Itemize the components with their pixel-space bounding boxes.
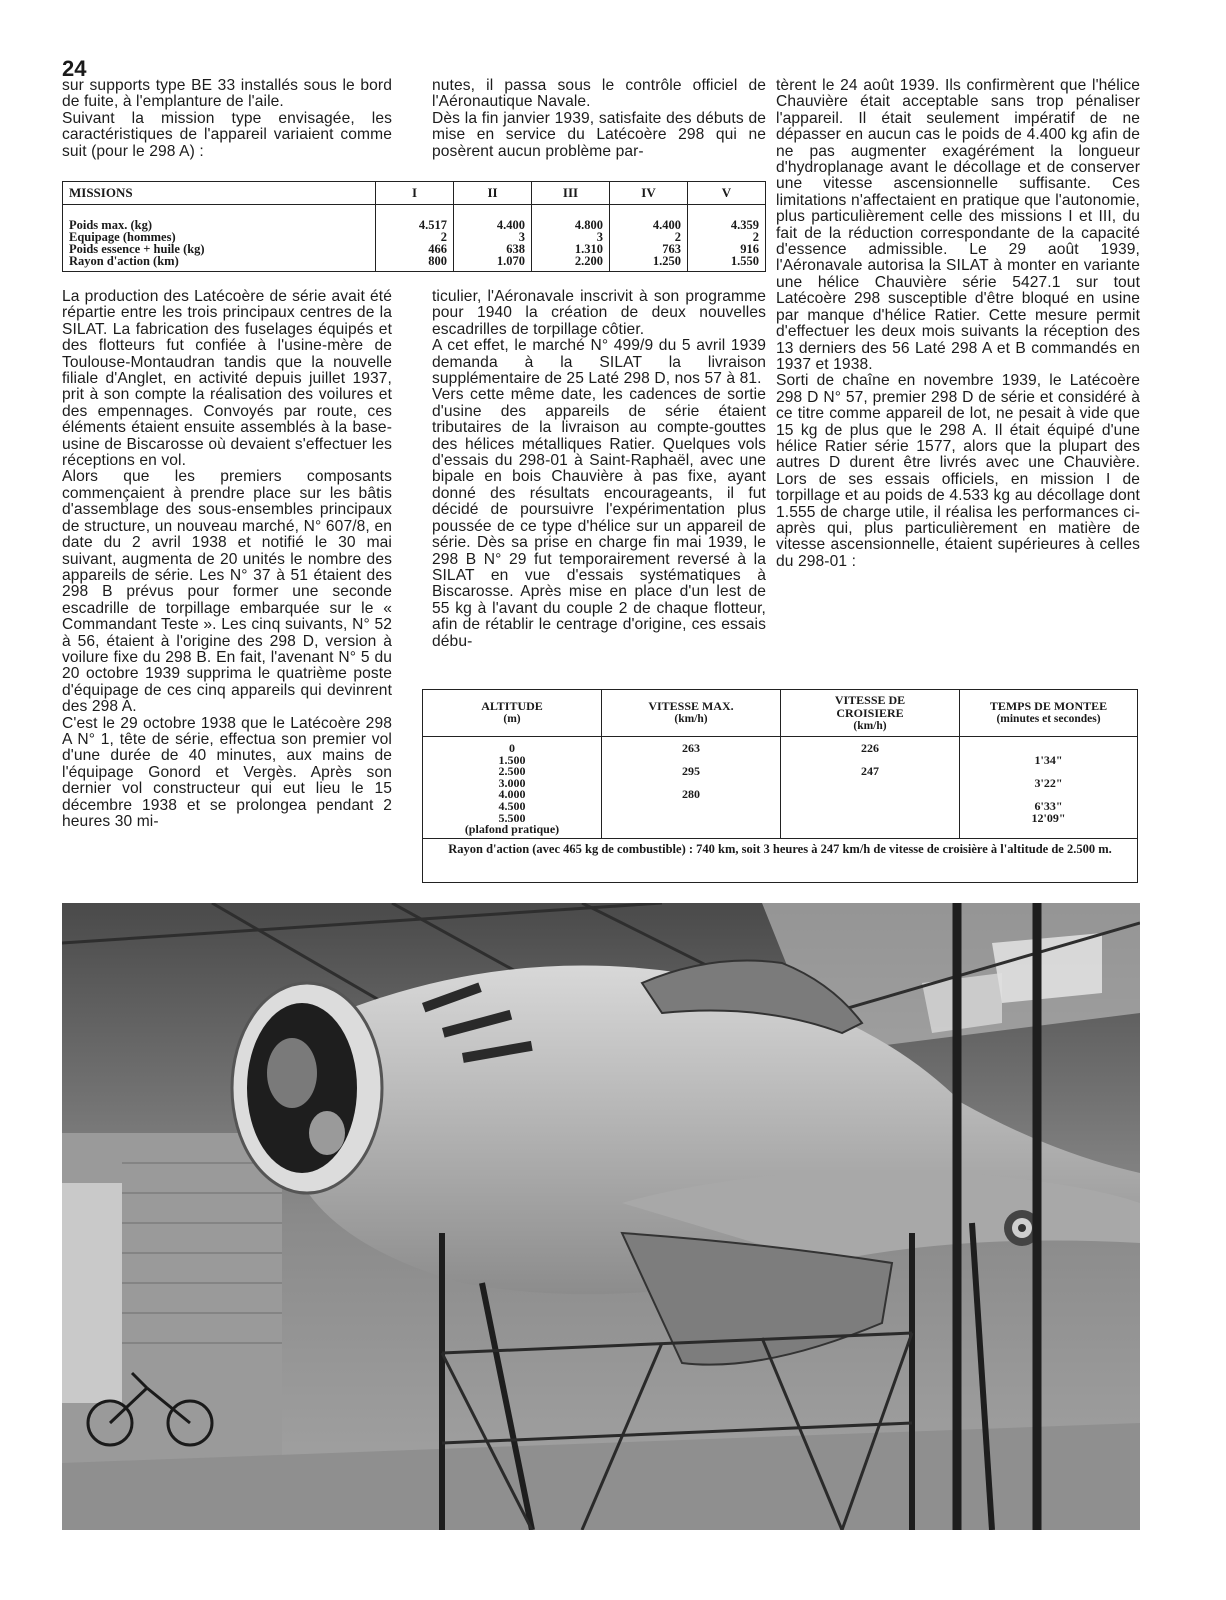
table-header: [781, 690, 960, 737]
paragraph: tèrent le 24 août 1939. Ils confirmèrent que l'hélice Chauvière était acceptable sans trop pénaliser l'appareil. Il était seulement impératif de ne dépasser en aucun cas le poids de 4.400 kg afin de ne pas augmenter exagérément la longueur d'hydroplanage avant le décollage et de conserver une vitesse ascensionnelle suffisante. Ces limitations n'affectaient en pratique que l'autonomie, plus particulièrement celle des missions I et III, du fait de la réduction correspondante de la capacité d'essence admissible. Le 29 août 1939, l'Aéronavale autorisa la SILAT à monter en variante une hélice Chauvière série 5427.1 sur tout Latécoère 298 susceptible d'être bloqué en usine par manque d'hélice Ratier. Cette mesure permit d'effectuer les deux mois suivants la réception des 13 derniers des 56 Laté 298 A et B commandés en 1937 et 1938.: [776, 77, 1140, 373]
page-number: 24: [62, 56, 87, 81]
table-cell: [781, 824, 960, 838]
aircraft-photo: [62, 903, 1140, 1530]
table-cell: 12'09": [960, 813, 1138, 825]
table-cell: 2: [688, 231, 766, 243]
paragraph: nutes, il passa sous le contrôle officiel de l'Aéronautique Navale.: [432, 77, 766, 111]
table-row: [423, 755, 1137, 767]
table-cell: 2.500: [498, 764, 526, 779]
table-cell: [960, 824, 1138, 838]
table-cell: [602, 813, 781, 825]
header-title: ALTITUDE: [481, 699, 543, 713]
table-cell: 4.359: [688, 205, 766, 232]
header-unit: (m): [503, 713, 521, 725]
table-header: II: [454, 182, 532, 205]
text-column-2-bottom: [432, 289, 766, 650]
table-cell: 2: [376, 231, 454, 243]
paragraph: Dès la fin janvier 1939, satisfaite des débuts de mise en service du Latécoère 298 qui ne posèrent aucun problème par-: [432, 109, 766, 160]
text-column-1-top: [62, 78, 392, 160]
table-cell: 4.400: [454, 205, 532, 232]
header-title: TEMPS DE MONTEE: [989, 699, 1108, 713]
table-row: [423, 789, 1137, 801]
table-cell: 4.517: [376, 205, 454, 232]
table-cell: 1.250: [610, 255, 688, 272]
table-cell: 1.550: [688, 255, 766, 272]
table-cell: [781, 778, 960, 790]
table-cell: 466: [376, 243, 454, 255]
table-header: V: [688, 182, 766, 205]
table-cell: 916: [688, 243, 766, 255]
paragraph: La production des Latécoère de série avait été répartie entre les trois principaux centres de la SILAT. La fabrication des fuselages équipés et des flotteurs fut confiée à l'usine-mère de Toulouse-Montaudran tandis que la nouvelle filiale d'Anglet, en activité depuis juillet 1937, prit à son compte la réalisation des voilures et des empennages. Convoyés par route, ces éléments étaient ensuite assemblés à la base-usine de Biscarosse où devaient s'effectuer les réceptions en vol.: [62, 288, 392, 470]
table-cell: 1.500: [498, 752, 526, 767]
table-cell: 4.400: [610, 205, 688, 232]
table-header: MISSIONS: [63, 182, 376, 205]
paragraph: Alors que les premiers composants commençaient à prendre place sur les bâtis d'assemblage des sous-ensembles principaux de structure, un nouveau marché, N° 607/8, en date du 2 avril 1938 et notifié le 30 mai suivant, augmenta de 20 unités le nombre des appareils de série. Les N° 37 à 51 étaient des 298 B prévus pour former une seconde escadrille de torpillage embarquée sur le « Commandant Teste ». Les cinq suivants, N° 52 à 56, étaient à l'origine des 298 D, version à voilure fixe du 298 B. En fait, l'avenant N° 5 du 20 octobre 1939 supprima le quatrième poste d'équipage de ces cinq appareils qui devinrent des 298 A.: [62, 468, 392, 716]
table-cell: 800: [376, 255, 454, 272]
table-row: [423, 824, 1137, 838]
performance-table: [423, 690, 1137, 838]
table-header: III: [532, 182, 610, 205]
table-cell: 5.500: [498, 810, 526, 825]
table-cell: [781, 813, 960, 825]
table-cell: 280: [602, 789, 781, 801]
text-column-2-top: [432, 78, 766, 160]
table-row: [423, 778, 1137, 790]
table-cell: 763: [610, 243, 688, 255]
paragraph: Vers cette même date, les cadences de sortie d'usine des appareils de série étaient tributaires de la livraison au compte-gouttes des hélices métalliques Ratier. Quelques vols d'essais du 298-01 à Saint-Raphaël, avec une bipale en bois Chauvière à pas fixe, ayant donné des résultats encourageants, il fut décidé de poursuivre l'expérimentation plus poussée de ce type d'hélice sur un appareil de série. Dès sa prise en charge fin mai 1939, le 298 B N° 29 fut temporairement reversé à la SILAT en vue d'essais systématiques à Biscarosse. Après mise en place d'un lest de 55 kg à l'avant du couple 2 de chaque flotteur, afin de rétablir le centrage d'origine, ces essais débu-: [432, 386, 766, 650]
table-cell: [781, 801, 960, 813]
performance-table-box: [422, 689, 1138, 883]
table-cell: 2: [610, 231, 688, 243]
table-header: IV: [610, 182, 688, 205]
paragraph: Suivant la mission type envisagée, les caractéristiques de l'appareil variaient comme suit (pour le 298 A) :: [62, 109, 392, 160]
table-cell: Poids essence + huile (kg): [69, 242, 205, 256]
table-cell: 247: [781, 766, 960, 778]
table-cell: 3: [454, 231, 532, 243]
text-column-3: [776, 78, 1140, 570]
table-row: [423, 766, 1137, 778]
table-header-row: [423, 690, 1137, 737]
table-cell: 3'22": [960, 778, 1138, 790]
header-unit: (km/h): [674, 713, 708, 725]
table-cell: [960, 737, 1138, 755]
table-row: [63, 255, 766, 272]
table-header: [602, 690, 781, 737]
table-cell: 295: [602, 766, 781, 778]
paragraph: sur supports type BE 33 installés sous le bord de fuite, à l'emplanture de l'aile.: [62, 77, 392, 111]
table-cell: [781, 789, 960, 801]
table-cell: [602, 801, 781, 813]
table-cell: 226: [781, 737, 960, 755]
header-unit: (minutes et secondes): [996, 713, 1101, 725]
table-cell: 1.310: [532, 243, 610, 255]
table-cell: (plafond pratique): [464, 822, 560, 837]
table-row: [423, 737, 1137, 755]
paragraph: Sorti de chaîne en novembre 1939, le Latécoère 298 D N° 57, premier 298 D de série et considéré à ce titre comme appareil de lot, ne pesait à vide que 15 kg de plus que le 298 A. Il était équipé d'une hélice Ratier série 1577, alors que la plupart des autres D durent être livrés avec une Chauvière. Lors de ses essais officiels, en mission I de torpillage et au poids de 4.533 kg au décollage dont 1.555 de charge utile, il réalisa les performances ci-après qui, plus particulièrement en matière de vitesse ascensionnelle, étaient supérieures à celles du 298-01 :: [776, 372, 1140, 570]
table-cell: 4.000: [498, 787, 526, 802]
table-cell: 4.500: [498, 798, 526, 813]
table-cell: 4.800: [532, 205, 610, 232]
table-cell: 2.200: [532, 255, 610, 272]
header-title: VITESSE DE CROISIERE: [834, 692, 906, 720]
table-cell: 0: [509, 741, 515, 755]
table-cell: 638: [454, 243, 532, 255]
missions-table: [62, 181, 766, 272]
table-cell: 3: [532, 231, 610, 243]
header-unit: (km/h): [853, 719, 887, 732]
table-cell: 6'33": [960, 801, 1138, 813]
table-cell: 1.070: [454, 255, 532, 272]
table-header: [423, 690, 602, 737]
paragraph: C'est le 29 octobre 1938 que le Latécoère 298 A N° 1, tête de série, effectua son premier vol d'une durée de 40 minutes, aux mains de l'équipage Gonord et Vergès. Après son dernier vol constructeur qui eut lieu le 15 décembre 1938 et se prolongea pendant 2 heures 30 mi-: [62, 714, 392, 830]
header-title: VITESSE MAX.: [648, 699, 734, 713]
table-header-row: [63, 182, 766, 205]
aircraft-in-hangar-illustration: [62, 903, 1140, 1530]
performance-table-footer: Rayon d'action (avec 465 kg de combustible) : 740 km, soit 3 heures à 247 km/h de vitesse de croisière à l'altitude de 2.500 m.: [423, 838, 1137, 859]
table-cell: 263: [602, 737, 781, 755]
table-row: [423, 801, 1137, 813]
table-header: I: [376, 182, 454, 205]
text-column-1-bottom: [62, 289, 392, 830]
paragraph: A cet effet, le marché N° 499/9 du 5 avril 1939 demanda à la SILAT la livraison supplémentaire de 25 Laté 298 D, nos 57 à 81.: [432, 337, 766, 388]
table-cell: 1'34": [960, 755, 1138, 767]
table-cell: [602, 824, 781, 838]
table-cell: Rayon d'action (km): [69, 254, 179, 268]
paragraph: ticulier, l'Aéronavale inscrivit à son programme pour 1940 la création de deux nouvelles escadrilles de torpillage côtier.: [432, 288, 766, 338]
table-cell: Equipage (hommes): [69, 230, 176, 244]
table-row: [63, 205, 766, 232]
table-cell: 3.000: [498, 775, 526, 790]
table-header: [960, 690, 1138, 737]
table-cell: Poids max. (kg): [69, 218, 152, 232]
